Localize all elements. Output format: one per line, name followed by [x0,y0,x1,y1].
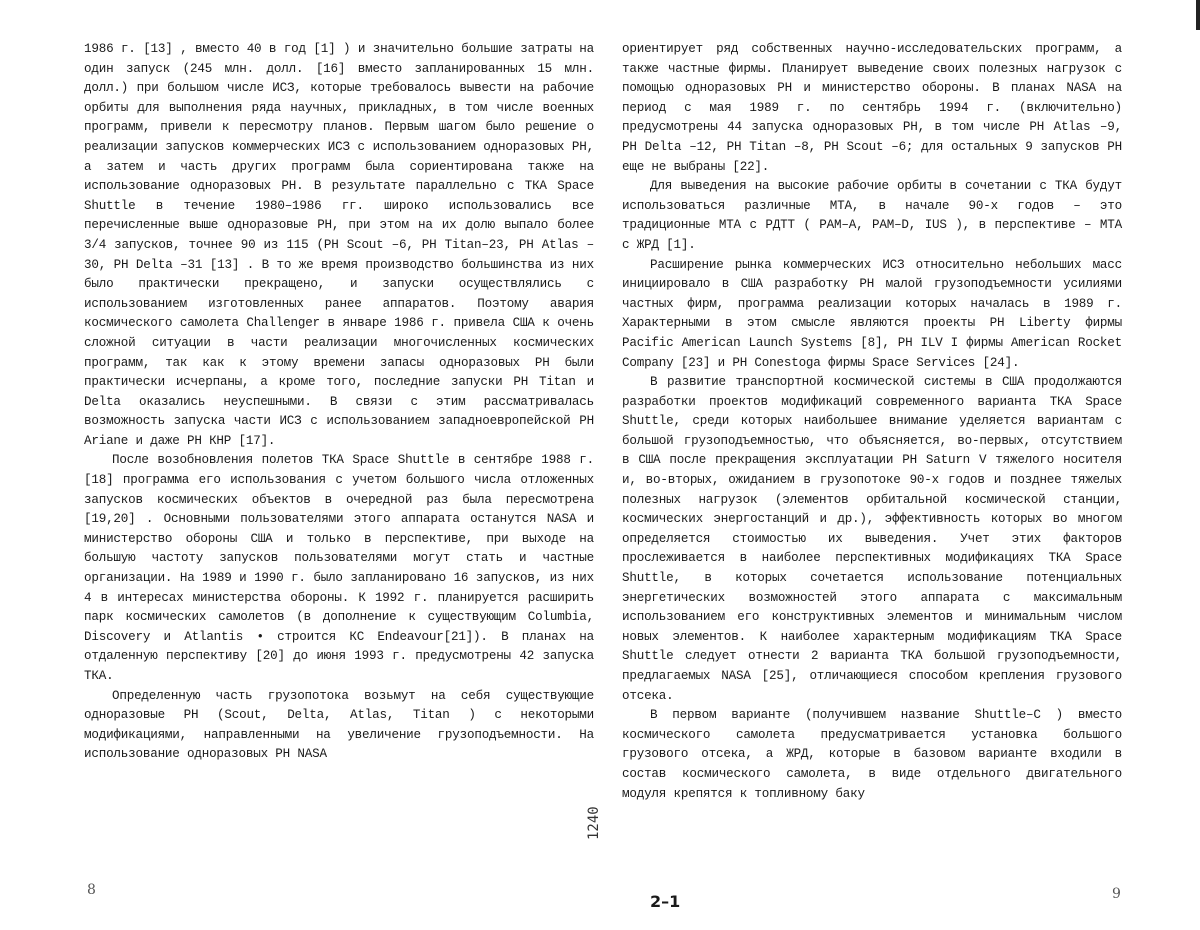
right-paragraph-3: Расширение рынка коммерческих ИСЗ относительно небольших масс инициировало в США разработку РН малой грузоподъемности усилиями частных фирм, программа реализации которых началась в 1989 г. Характерными в этом смысле являются проекты PH Liberty фирмы Pacific American Launch Systems [8], PH ILV I фирмы American Rocket Company [23] и PH Conestoga фирмы Space Services [24]. [622,257,1122,370]
left-page-number: 8 [87,882,96,898]
right-paragraph-4: В развитие транспортной космической системы в США продолжаются разработки проектов модификаций современного варианта ТКА Space Shuttle, среди которых наибольшее внимание уделяется вариантам с большой грузоподъемностью, что объясняется, во-первых, отсутствием в США после прекращения эксплуатации PH Saturn V тяжелого носителя и, во-вторых, ожиданием в грузопотоке 90-х годов и позднее тяжелых полезных нагрузок (элементов орбитальной космической станции, космических энергостанций и др.), эффективность которых во многом определяется стоимостью их выведения. Учет этих факторов прослеживается в наиболее перспективных модификациях ТКА Space Shuttle, в которых сочетается использование потенциальных энергетических возможностей этого аппарата с максимальным использованием его конструктивных элементов и минимальным числом новых элементов. К наиболее характерным модификациям ТКА Space Shuttle следует отнести 2 варианта ТКА большой грузоподъемности, предлагаемых NASA [25], отличающиеся способом крепления грузового отсека. [622,375,1122,703]
right-text-column [622,40,1122,804]
left-paragraph-1: 1986 г. [13] , вместо 40 в год [1] ) и значительно большие затраты на один запуск (245 млн. долл. [16] вместо запланированных 15 млн. долл.) при большом числе ИСЗ, которые требовалось вывести на рабочие орбиты для выполнения ряда научных, прикладных, в том числе военных программ, привели к пересмотру планов. Первым шагом было решение о реализации запусков коммерческих ИСЗ с использованием одноразовых РН, а затем и часть других программ была сориентирована также на использование одноразовых РН. В результате параллельно с ТКА Space Shuttle в течение 1980–1986 гг. широко использовались все перечисленные выше одноразовые РН, при этом на их долю выпало более 3/4 запусков, точнее 90 из 115 (PH Scout –6, PH Titan–23, PH Atlas –30, PH Delta –31 [13] . В то же время производство большинства из них было практически прекращено, и запуски осуществлялись с использованием изготовленных ранее аппаратов. Поэтому авария космического самолета Challenger в январе 1986 г. привела США к очень сложной ситуации в части реализации многочисленных космических программ, так как к этому времени запасы одноразовых РН были практически исчерпаны, а кроме того, последние запуски PH Titan и Delta оказались неуспешными. В связи с этим рассматривалась возможность запуска части ИСЗ с использованием западноевропейской PH Ariane и даже PH КНР [17]. [84,42,594,448]
left-paragraph-2: После возобновления полетов ТКА Space Shuttle в сентябре 1988 г. [18] программа его использования с учетом большого числа отложенных запусков космических объектов в очередной раз была пересмотрена [19,20] . Основными пользователями этого аппарата останутся NASA и министерство обороны США и только в перспективе, при выходе на большую частоту запусков пользователями могут стать и частные организации. На 1989 и 1990 г. было запланировано 16 запусков, из них 4 в интересах министерства обороны. К 1992 г. планируется расширить парк космических самолетов (в дополнение к существующим Columbia, Discovery и Atlantis • строится КС Endeavour[21]). В планах на отдаленную перспективу [20] до июня 1993 г. предусмотрены 42 запуска ТКА. [84,453,594,683]
right-page-number: 9 [1112,886,1121,902]
left-text-column [84,40,594,765]
left-paragraph-3: Определенную часть грузопотока возьмут на себя существующие одноразовые РН (Scout, Delta, Atlas, Titan ) с некоторыми модификациями, направленными на увеличение грузоподъемности. На использование одноразовых РН NASA [84,688,594,762]
sheet-label: 2–1 [650,892,681,911]
right-paragraph-1: ориентирует ряд собственных научно-исследовательских программ, а также частные фирмы. Планирует выведение своих полезных нагрузок с помощью одноразовых РН и министерство обороны. В планах NASA на период с мая 1989 г. по сентябрь 1994 г. (включительно) предусмотрены 44 запуска одноразовых РН, в том числе PH Atlas –9, PH Delta –12, PH Titan –8, PH Scout –6; для остальных 9 запусков РН еще не выбраны [22]. [622,42,1122,174]
right-paragraph-5: В первом варианте (получившем название Shuttle–C ) вместо космического самолета предусматривается установка большого грузового отсека, а ЖРД, которые в базовом варианте входили в состав космического самолета, в виде отдельного двигательного модуля крепятся к топливному баку [622,708,1122,801]
right-page [600,0,1200,930]
margin-number: 1240 [586,806,602,840]
right-paragraph-2: Для выведения на высокие рабочие орбиты в сочетании с ТКА будут использоваться различные МТА, в начале 90-х годов – это традиционные МТА с РДТТ ( PAM–A, PAM–D, IUS ), в перспективе – МТА с ЖРД [1]. [622,179,1122,252]
binding-edge-mark [1196,0,1200,30]
